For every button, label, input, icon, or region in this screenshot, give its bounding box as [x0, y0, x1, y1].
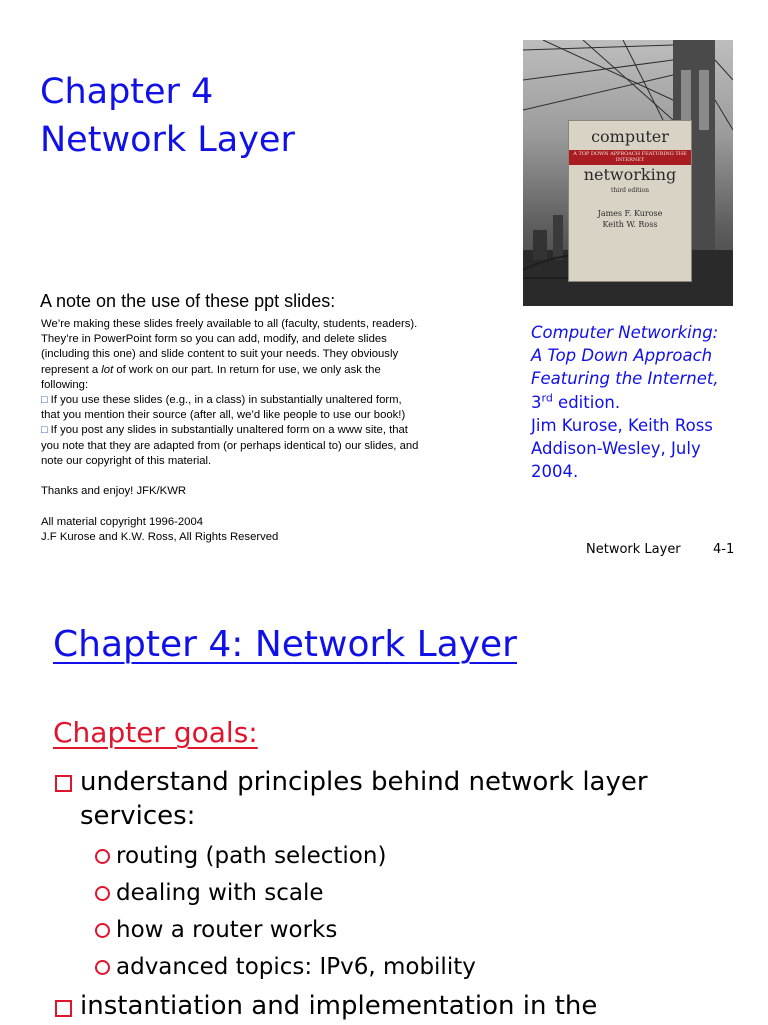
spacer	[41, 499, 491, 514]
note-line: note our copyright of this material.	[41, 454, 212, 467]
note-line: (including this one) and slide content to suit your needs. They obviously	[41, 348, 399, 361]
slide-4-2	[0, 580, 768, 1024]
note-line: We’re making these slides freely available to all (faculty, students, readers).	[41, 318, 418, 330]
spacer	[41, 469, 491, 484]
title-line-topic: Network Layer	[40, 120, 295, 160]
citation-publisher: Addison-Wesley, July	[531, 439, 701, 459]
circle-bullet-icon	[95, 849, 110, 864]
book-author-1: James F. Kurose	[597, 209, 663, 218]
note-line: following:	[41, 378, 89, 391]
circle-bullet-icon	[95, 960, 110, 975]
square-bullet-icon: □	[41, 424, 48, 437]
note-text: If you post any slides in substantially unaltered form on a www site, that	[50, 424, 408, 437]
note-text: represent a	[41, 363, 102, 376]
book-cover-image	[523, 40, 733, 306]
book-edition: third edition	[611, 187, 649, 194]
citation-year: 2004.	[531, 462, 579, 482]
note-line	[41, 363, 491, 378]
sub-bullet-text: advanced topics: IPv6, mobility	[116, 954, 476, 980]
note-bullet	[41, 423, 491, 438]
citation-title-line2: A Top Down Approach	[531, 346, 713, 366]
note-thanks: Thanks and enjoy! JFK/KWR	[41, 485, 187, 498]
title-line-chapter: Chapter 4	[40, 72, 214, 112]
book-author-2: Keith W. Ross	[602, 220, 658, 229]
note-text: If you use these slides (e.g., in a class) in substantially unaltered form,	[50, 394, 402, 407]
square-bullet-icon: □	[41, 394, 48, 407]
book-title-word2: networking	[583, 165, 677, 184]
citation-title-line3: Featuring the Internet,	[531, 369, 719, 389]
note-line: They’re in PowerPoint form so you can add, modify, and delete slides	[41, 333, 387, 346]
copyright-line: J.F Kurose and K.W. Ross, All Rights Reserved	[41, 530, 279, 543]
note-line: that you mention their source (after all, we’d like people to use our book!)	[41, 409, 406, 422]
note-bullet	[41, 393, 491, 408]
book-title-word1: computer	[591, 127, 669, 146]
edition-ordinal: rd	[541, 391, 553, 405]
circle-bullet-icon	[95, 886, 110, 901]
book-subtitle: A TOP DOWN APPROACH FEATURING THE INTERNET	[573, 151, 687, 163]
note-text: of work on our part. In return for use, we only ask the	[113, 363, 381, 376]
note-body	[41, 317, 491, 545]
circle-bullet-icon	[95, 923, 110, 938]
copyright-line: All material copyright 1996-2004	[41, 515, 204, 528]
footer-label: Network Layer	[586, 542, 681, 557]
slide-title	[40, 68, 295, 164]
sub-bullet-text: how a router works	[116, 917, 338, 943]
citation-authors: Jim Kurose, Keith Ross	[531, 415, 713, 435]
note-emphasis: lot	[101, 363, 114, 376]
slide-title: Chapter 4: Network Layer	[53, 624, 517, 665]
book-citation	[531, 321, 763, 483]
sub-bullet-text: routing (path selection)	[116, 843, 387, 869]
square-bullet-icon	[55, 1000, 72, 1017]
citation-edition	[531, 391, 763, 414]
note-heading: A note on the use of these ppt slides:	[40, 291, 336, 311]
sub-bullet-text: dealing with scale	[116, 880, 324, 906]
edition-text: edition.	[552, 392, 621, 412]
note-line: you note that they are adapted from (or perhaps identical to) our slides, and	[41, 439, 419, 452]
square-bullet-icon	[55, 775, 72, 792]
goals-heading: Chapter goals:	[53, 716, 258, 749]
book-title-panel	[568, 120, 692, 282]
citation-title-line1: Computer Networking:	[531, 323, 719, 342]
edition-number: 3	[531, 392, 542, 412]
bullet-text: instantiation and implementation in the	[80, 991, 598, 1021]
bullet-text: understand principles behind network layer	[80, 767, 648, 797]
bullet-text-continued: services:	[80, 801, 196, 831]
footer-page-number: 4-1	[713, 542, 735, 557]
